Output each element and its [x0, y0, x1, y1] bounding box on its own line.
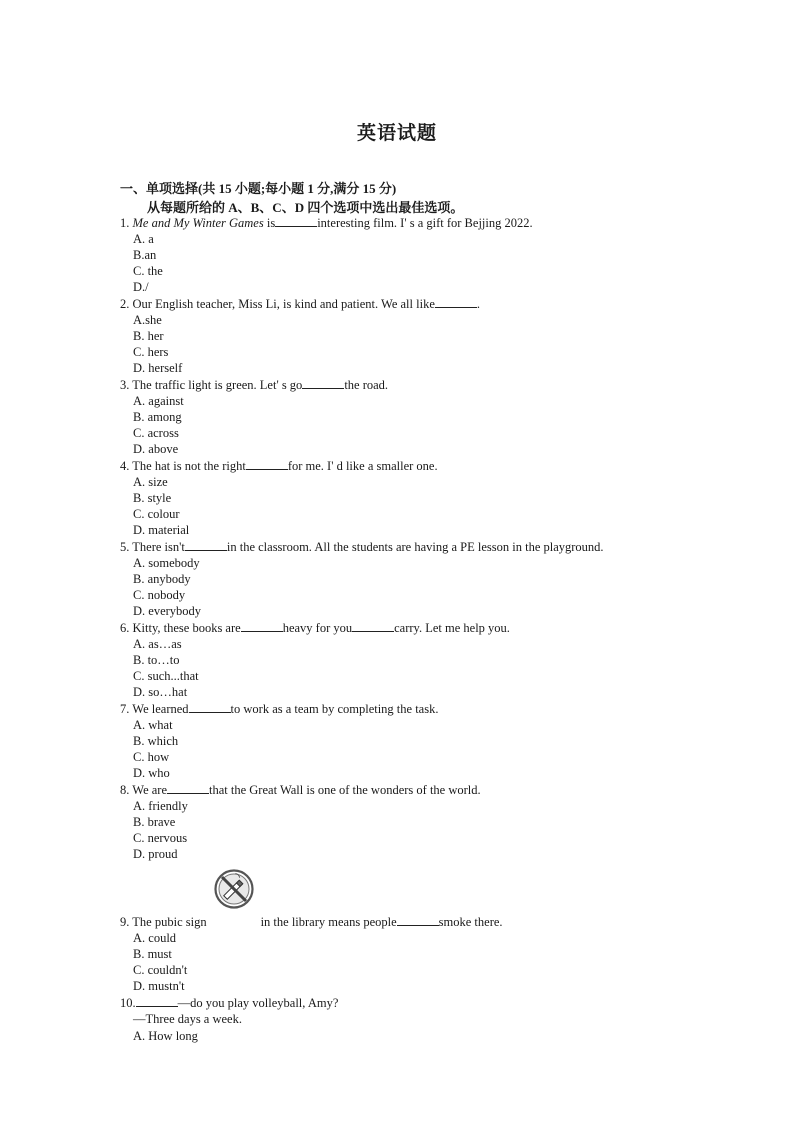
answer-blank	[241, 619, 283, 632]
question-number: 6.	[120, 621, 130, 635]
question-stem	[120, 376, 720, 393]
stem-text: We are	[132, 783, 168, 797]
question-number: 1.	[120, 216, 130, 230]
option-c: C. colour	[133, 507, 180, 521]
option-a: A. a	[133, 232, 154, 246]
question-number: 8.	[120, 783, 130, 797]
option-c: C. across	[133, 426, 179, 440]
option-d: D. mustn't	[133, 979, 185, 993]
stem-text: Kitty, these books are	[132, 621, 241, 635]
stem-text: smoke there.	[438, 915, 503, 929]
option-b: B. brave	[133, 815, 176, 829]
answer-blank	[302, 376, 344, 389]
option-d: D. herself	[133, 361, 183, 375]
stem-text: Our English teacher, Miss Li, is kind and patient. We all like	[132, 297, 435, 311]
question-stem	[120, 214, 720, 231]
option-c: C. such...that	[133, 669, 199, 683]
question-1	[120, 214, 720, 295]
no-smoking-icon	[213, 868, 255, 910]
question-stem	[120, 295, 720, 312]
option-a: A. what	[133, 718, 173, 732]
stem-text: The hat is not the right	[132, 459, 246, 473]
question-6	[120, 619, 720, 700]
stem-text: There isn't	[132, 540, 185, 554]
answer-blank	[352, 619, 394, 632]
stem-text: to work as a team by completing the task.	[230, 702, 439, 716]
answer-blank	[185, 538, 227, 551]
option-b: B. to…to	[133, 653, 180, 667]
question-7	[120, 700, 720, 781]
question-stem	[120, 538, 720, 555]
answer-blank	[167, 781, 209, 794]
option-a: A. could	[133, 931, 177, 945]
question-number: 7.	[120, 702, 130, 716]
option-b: B. her	[133, 329, 164, 343]
question-number: 10.	[120, 996, 136, 1010]
answer-blank	[136, 994, 178, 1007]
answer-blank	[246, 457, 288, 470]
stem-text: that the Great Wall is one of the wonders of the world.	[209, 783, 481, 797]
section-instruction: 从每题所给的 A、B、C、D 四个选项中选出最佳选项。	[147, 200, 464, 215]
stem-text: .	[476, 297, 480, 311]
question-9	[120, 862, 720, 994]
book-title: Me and My Winter Games	[132, 216, 264, 230]
stem-text: the road.	[344, 378, 389, 392]
stem-text: in the library means people	[260, 915, 397, 929]
option-c: C. the	[133, 264, 163, 278]
stem-text: interesting film. I' s a gift for Bejjing 2022.	[317, 216, 533, 230]
option-b: B. style	[133, 491, 172, 505]
question-5	[120, 538, 720, 619]
option-d: D. material	[133, 523, 190, 537]
stem-text: heavy for you	[282, 621, 353, 635]
page-title: 英语试题	[356, 123, 437, 144]
option-c: C. couldn't	[133, 963, 188, 977]
option-a: A. How long	[133, 1029, 198, 1043]
stem-text: —do you play volleyball, Amy?	[177, 996, 339, 1010]
section-heading: 一、单项选择(共 15 小题;每小题 1 分,满分 15 分)	[120, 181, 397, 196]
stem-text: is	[263, 216, 276, 230]
stem-text: in the classroom. All the students are having a PE lesson in the playground.	[226, 540, 604, 554]
question-stem	[120, 862, 720, 930]
question-3	[120, 376, 720, 457]
option-a: A. size	[133, 475, 168, 489]
stem-text: We learned	[132, 702, 189, 716]
question-stem	[120, 994, 720, 1011]
option-c: C. how	[133, 750, 170, 764]
stem-text: The pubic sign	[132, 915, 207, 929]
option-a: A. as…as	[133, 637, 182, 651]
question-4	[120, 457, 720, 538]
option-a: A.she	[133, 313, 162, 327]
question-list	[120, 214, 720, 1044]
question-8	[120, 781, 720, 862]
option-d: D./	[133, 280, 149, 294]
question-10	[120, 994, 720, 1044]
option-d: D. proud	[133, 847, 178, 861]
option-b: B. anybody	[133, 572, 191, 586]
option-d: D. above	[133, 442, 179, 456]
question-stem	[120, 700, 720, 717]
option-b: B. among	[133, 410, 182, 424]
option-d: D. who	[133, 766, 170, 780]
question-number: 4.	[120, 459, 130, 473]
question-number: 2.	[120, 297, 130, 311]
stem-text: carry. Let me help you.	[394, 621, 510, 635]
answer-blank	[435, 295, 477, 308]
question-stem	[120, 781, 720, 798]
option-b: B.an	[133, 248, 157, 262]
question-stem	[120, 457, 720, 474]
answer-blank	[397, 913, 439, 926]
option-a: A. against	[133, 394, 184, 408]
answer-blank	[275, 214, 317, 227]
option-c: C. nobody	[133, 588, 186, 602]
option-d: D. so…hat	[133, 685, 188, 699]
option-b: B. must	[133, 947, 172, 961]
stem-text: The traffic light is green. Let' s go	[132, 378, 303, 392]
option-c: C. hers	[133, 345, 169, 359]
question-stem	[120, 619, 720, 636]
option-c: C. nervous	[133, 831, 188, 845]
option-a: A. somebody	[133, 556, 200, 570]
question-number: 3.	[120, 378, 130, 392]
option-a: A. friendly	[133, 799, 188, 813]
option-b: B. which	[133, 734, 179, 748]
option-d: D. everybody	[133, 604, 202, 618]
stem-text: for me. I' d like a smaller one.	[287, 459, 438, 473]
question-number: 5.	[120, 540, 130, 554]
question-number: 9.	[120, 915, 130, 929]
question-2	[120, 295, 720, 376]
answer-blank	[189, 700, 231, 713]
dialogue-reply: —Three days a week.	[133, 1012, 242, 1026]
